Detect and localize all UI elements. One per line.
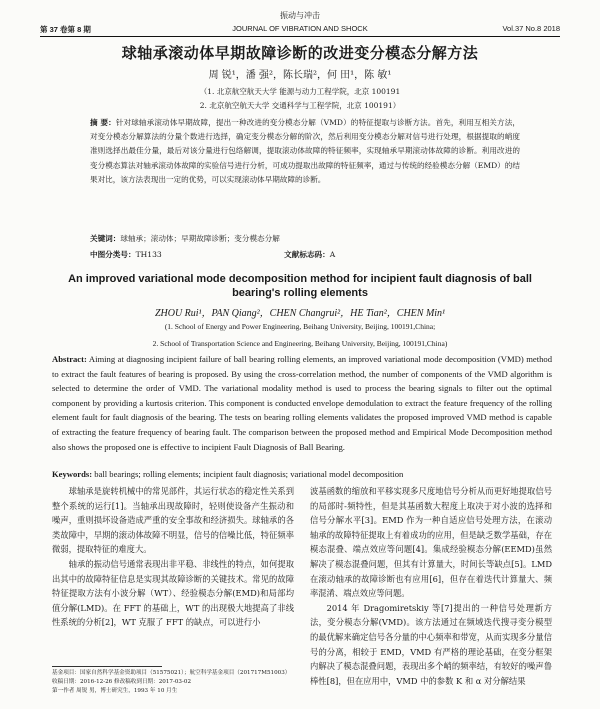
footnote-author: 第一作者 周锐 男，博士研究生，1993 年 10 月生 bbox=[52, 688, 178, 694]
class-number-label: 中图分类号： bbox=[90, 250, 136, 259]
paragraph: 2014 年 Dragomiretskiy 等[7]提出的一种信号处理新方法，变分模态分解(VMD)。该方法通过在频域迭代搜寻变分模型的最优解来确定信号各分量的中心频率和带宽，从而实现多分量信号的分离，相较于 EMD，VMD 有严格的理论基础，在变分框架内解决了模态混叠问题，表现出多个峭的频率结，有较好的噪声鲁棒性[8]，但在应用中，VMD 中的参数 K 和 α 对分解结果 bbox=[310, 602, 552, 686]
affiliation-cn-1: （1. 北京航空航天大学 能源与动力工程学院，北京 100191 bbox=[199, 87, 401, 96]
volume-issue-cn: 第 37 卷第 8 期 bbox=[40, 25, 91, 34]
keywords-en-label: Keywords: bbox=[52, 469, 93, 479]
classification-row bbox=[90, 249, 520, 260]
journal-name-en: JOURNAL OF VIBRATION AND SHOCK bbox=[232, 24, 368, 33]
paragraph: 轴承的振动信号通常表现出非平稳、非线性的特点，如何提取出其中的故障特征信息是实现其故障诊断的关键技术。常见的故障特征提取方法有小波分解（WT）、经验模态分解(EMD)和局部均值分解(LMD)。在 FFT 的基础上，WT 的出现极大地提高了非线性系统的分析[2]，WT 克服了 FFT 的缺点，可以进行小 bbox=[52, 558, 294, 628]
abstract-cn bbox=[90, 116, 520, 187]
document-code-value: A bbox=[329, 250, 336, 259]
paragraph: 球轴承是旋转机械中的常见部件，其运行状态的稳定性关系到整个系统的运行[1]。当轴承出现故障时，轻则使设备产生振动和噪声，重则损坏设备造成严重的安全事故和经济损失。球轴承的各类故障中，早期的滚动体故障不明显，信号的信噪比低，特征频率微弱，提取特征的难度大。 bbox=[52, 486, 294, 555]
footnote-dates: 收稿日期：2016-12-26 修改稿收到日期：2017-03-02 bbox=[52, 679, 192, 685]
keywords-cn bbox=[90, 233, 520, 244]
footnote-funding: 基金项目：国家自然科学基金资助项目（51575021）；航空科学基金项目（201717M51003） bbox=[52, 670, 291, 676]
journal-header bbox=[40, 22, 560, 37]
abstract-en-text: Aiming at diagnosing incipient failure of ball bearing rolling elements, an improved variational mode decomposition (VMD) method to extract the fault features of bearing is proposed. By using the cross-correlation method, the number of components of the VMD algorithm is selected to determine the order of VMD. The variational modality method is used to process the bearing signals to filter out the optimal component by providing a kurtosis criterion. This component is conducted envelope demodulation to extract the feature frequency of the rolling element fault for fault diagnosis of the bearing. The tests on bearing rolling elements validates the proposed improved VMD method is capable of extracting the feature frequency of bearing fault. The comparison between the proposed method and Empirical Mode Decomposition method also shows the proposed one is effective to incipient Fault Diagnosis of Ball Bearing. bbox=[52, 354, 552, 452]
abstract-cn-text: 针对球轴承滚动体早期故障，提出一种改进的变分模态分解（VMD）的特征提取与诊断方法。首先，利用互相关方法，对变分模态分解算法的分量个数进行选择，确定变分模态分解的阶次，然后利用变分模态分解对信号进行处理，根据提取的峭度准则选择出最佳分量，最后对该分量进行包络解调，提取滚动体故障的特征频率，实现轴承早期滚动体故障的诊断。利用改进的变分模态算法对轴承滚动体故障的实验信号进行分析，可成功提取出故障的特征频率，通过与传统的经验模态分解（EMD）的结果对比，该方法表现出一定的优势，可以实现滚动体早期故障的诊断。 bbox=[90, 118, 520, 184]
affiliation-en-2: 2. School of Transportation Science and Engineering, Beihang University, Beijing, 100191,China) bbox=[152, 339, 448, 348]
footnote bbox=[52, 669, 302, 696]
document-code-label: 文献标志码： bbox=[284, 250, 330, 259]
keywords-cn-label: 关键词： bbox=[90, 234, 121, 243]
class-number bbox=[90, 250, 222, 259]
paper-title-en: An improved variational mode decomposition method for incipient fault diagnosis of ball bearing's rolling elements bbox=[68, 273, 532, 299]
body-column-left bbox=[52, 484, 294, 630]
affiliation-en-1: (1. School of Energy and Power Engineering, Beihang University, Beijing, 100191,China; bbox=[164, 322, 436, 331]
abstract-en-label: Abstract: bbox=[52, 354, 87, 364]
volume-issue-en: Vol.37 No.8 2018 bbox=[502, 24, 560, 33]
authors-cn: 周 锐¹，潘 强²，陈长瑞²，何 田¹，陈 敏¹ bbox=[208, 70, 392, 81]
abstract-en bbox=[52, 352, 552, 454]
paper-title-cn: 球轴承滚动体早期故障诊断的改进变分模态分解方法 bbox=[121, 44, 479, 62]
abstract-cn-label: 摘 要： bbox=[90, 118, 116, 127]
running-head: 振动与冲击 bbox=[280, 11, 320, 20]
affiliation-cn-2: 2. 北京航空航天大学 交通科学与工程学院，北京 100191） bbox=[199, 101, 401, 110]
authors-en: ZHOU Rui¹，PAN Qiang²，CHEN Changrui²，HE Tian²，CHEN Min¹ bbox=[154, 308, 446, 319]
keywords-en bbox=[52, 469, 552, 479]
document-code bbox=[284, 250, 395, 259]
paragraph: 波基函数的缩放和平移实现多尺度地信号分析从而更好地提取信号的局部时-频特性，但是其基函数大程度上取决于对小波的选择和信号分解水平[3]。EMD 作为一种自适应信号处理方法，在滚动轴承的故障特征提取上有着成功的应用，但是缺乏数学基础，存在模态混叠、端点效应等问题[4]。集成经验模态分解(EEMD)虽然解决了模态混叠问题，但其有计算量大，时间长等缺点[5]。LMD 在滚动轴承的故障诊断也有应用[6]，但存在着迭代计算量大、频率混淆、端点效应等问题。 bbox=[310, 486, 552, 599]
keywords-en-text: ball bearings; rolling elements; incipient fault diagnosis; variational model decomposition bbox=[94, 469, 404, 479]
class-number-value: TH133 bbox=[135, 250, 162, 259]
footnote-divider bbox=[52, 666, 162, 667]
body-column-right bbox=[310, 484, 552, 688]
keywords-cn-text: 球轴承；滚动体；早期故障诊断；变分模态分解 bbox=[120, 234, 280, 243]
